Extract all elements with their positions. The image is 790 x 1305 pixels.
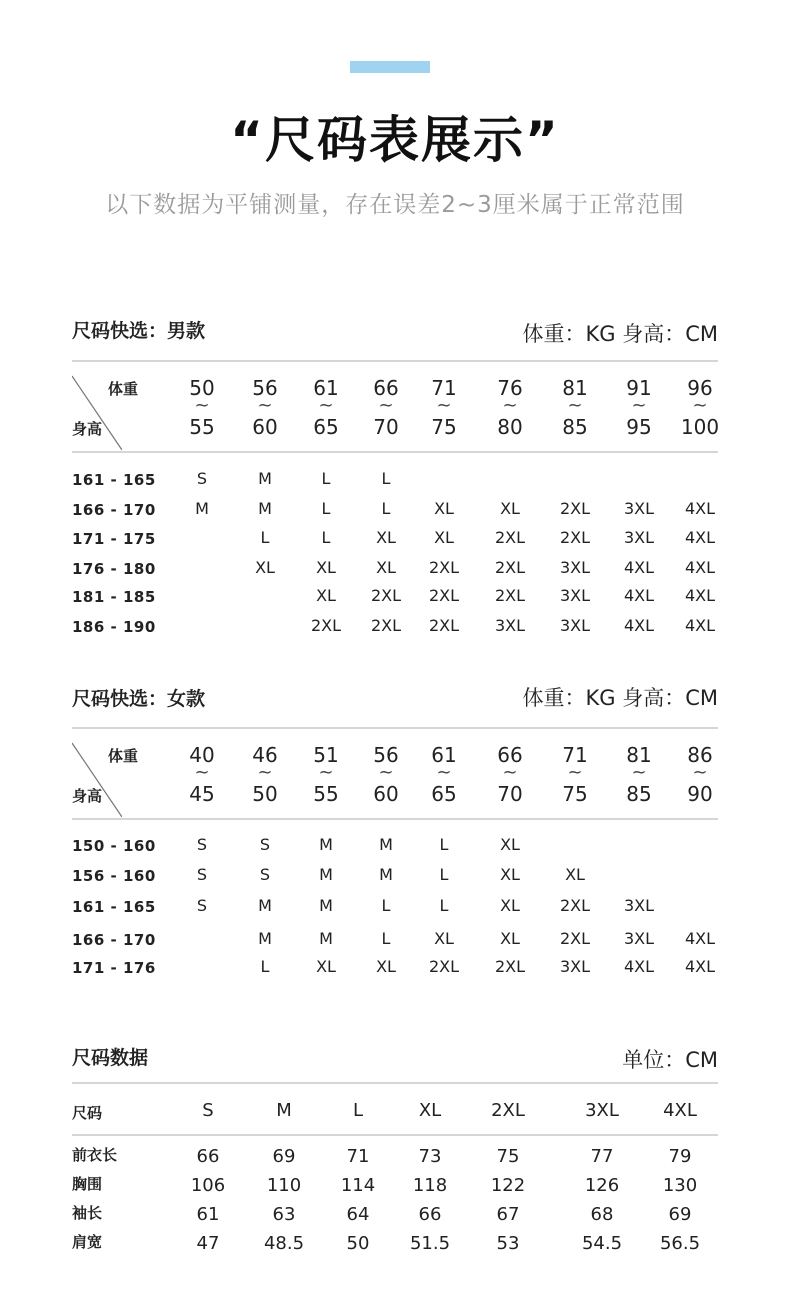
size-cell: 3XL: [559, 558, 591, 577]
weight-max: 60: [373, 782, 399, 806]
size-cell: 2XL: [494, 957, 526, 976]
size-cell: XL: [376, 528, 396, 547]
size-cell: L: [439, 865, 449, 884]
size-cell: 3XL: [623, 929, 655, 948]
divider: [72, 451, 718, 453]
size-cell: 2XL: [428, 616, 460, 635]
size-cell: 4XL: [684, 558, 716, 577]
range-tilde: ~: [194, 762, 210, 783]
size-cell: XL: [500, 929, 520, 948]
size-cell: 3XL: [559, 957, 591, 976]
size-cell: 2XL: [559, 499, 591, 518]
size-header: XL: [418, 1100, 442, 1121]
size-cell: 2XL: [428, 558, 460, 577]
size-cell: S: [196, 469, 208, 488]
size-cell: M: [319, 835, 333, 854]
height-range-label: 166 - 170: [72, 931, 156, 949]
size-cell: M: [258, 929, 272, 948]
size-cell: M: [319, 929, 333, 948]
range-tilde: ~: [502, 395, 518, 416]
size-cell: XL: [316, 586, 336, 605]
size-cell: XL: [316, 558, 336, 577]
measurement-cell: 66: [196, 1146, 220, 1167]
measurement-cell: 75: [496, 1146, 520, 1167]
weight-min: 81: [626, 743, 652, 767]
size-cell: M: [258, 469, 272, 488]
size-cell: 2XL: [559, 528, 591, 547]
size-cell: 3XL: [559, 616, 591, 635]
height-range-label: 176 - 180: [72, 560, 156, 578]
size-cell: 4XL: [684, 528, 716, 547]
women-units-label: 体重：KG 身高：CM: [522, 686, 718, 710]
measurement-cell: 53: [496, 1233, 520, 1254]
accent-bar: [350, 61, 430, 73]
weight-min: 96: [687, 376, 713, 400]
men-weight-header: 体重: [108, 380, 139, 398]
weight-min: 56: [373, 743, 399, 767]
weight-max: 80: [497, 415, 523, 439]
measurement-cell: 56.5: [659, 1233, 701, 1254]
size-cell: M: [319, 896, 333, 915]
measurements-section-title: 尺码数据: [72, 1047, 149, 1069]
weight-range-header: [480, 378, 540, 437]
range-tilde: ~: [436, 762, 452, 783]
range-tilde: ~: [318, 762, 334, 783]
size-header: 4XL: [663, 1100, 697, 1121]
measurement-cell: 67: [496, 1204, 520, 1225]
measurement-cell: 110: [266, 1175, 302, 1196]
men-section-title: 尺码快选：男款: [72, 320, 206, 342]
measurement-cell: 79: [668, 1146, 692, 1167]
measurement-cell: 64: [346, 1204, 370, 1225]
measurement-cell: 73: [418, 1146, 442, 1167]
size-cell: L: [439, 835, 449, 854]
size-cell: 2XL: [559, 896, 591, 915]
weight-min: 71: [562, 743, 588, 767]
size-cell: XL: [565, 865, 585, 884]
weight-min: 56: [252, 376, 278, 400]
men-units-label: 体重：KG 身高：CM: [522, 322, 718, 346]
size-header: 3XL: [585, 1100, 619, 1121]
size-cell: XL: [500, 499, 520, 518]
height-range-label: 171 - 176: [72, 959, 156, 977]
weight-min: 81: [562, 376, 588, 400]
weight-min: 51: [313, 743, 339, 767]
height-range-label: 161 - 165: [72, 898, 156, 916]
range-tilde: ~: [631, 395, 647, 416]
size-column-header: 尺码: [72, 1104, 103, 1122]
size-cell: L: [321, 499, 331, 518]
size-cell: 2XL: [428, 957, 460, 976]
size-cell: XL: [255, 558, 275, 577]
measurement-cell: 61: [196, 1204, 220, 1225]
weight-max: 75: [431, 415, 457, 439]
size-cell: L: [381, 896, 391, 915]
weight-range-header: [172, 378, 232, 437]
size-cell: 4XL: [684, 957, 716, 976]
size-cell: M: [195, 499, 209, 518]
size-cell: 2XL: [370, 586, 402, 605]
measurement-cell: 71: [346, 1146, 370, 1167]
weight-max: 70: [497, 782, 523, 806]
weight-range-header: [609, 378, 669, 437]
size-cell: 2XL: [494, 586, 526, 605]
size-cell: 4XL: [684, 616, 716, 635]
size-cell: 3XL: [559, 586, 591, 605]
weight-range-header: [235, 745, 295, 804]
size-cell: 2XL: [428, 586, 460, 605]
size-cell: L: [381, 499, 391, 518]
height-range-label: 166 - 170: [72, 501, 156, 519]
weight-range-header: [480, 745, 540, 804]
weight-max: 55: [189, 415, 215, 439]
height-range-label: 186 - 190: [72, 618, 156, 636]
women-height-header: 身高: [72, 787, 103, 805]
size-header: L: [352, 1100, 364, 1121]
measurements-units-label: 单位：CM: [622, 1048, 718, 1072]
measurement-cell: 51.5: [409, 1233, 451, 1254]
range-tilde: ~: [257, 395, 273, 416]
size-cell: 3XL: [623, 499, 655, 518]
weight-range-header: [545, 745, 605, 804]
size-cell: 2XL: [370, 616, 402, 635]
height-range-label: 171 - 175: [72, 530, 156, 548]
size-cell: S: [259, 865, 271, 884]
weight-range-header: [235, 378, 295, 437]
weight-range-header: [296, 745, 356, 804]
size-header: 2XL: [491, 1100, 525, 1121]
women-weight-header: 体重: [108, 747, 139, 765]
weight-range-header: [609, 745, 669, 804]
size-cell: 4XL: [623, 558, 655, 577]
weight-max: 100: [680, 415, 720, 439]
size-cell: 2XL: [310, 616, 342, 635]
size-cell: L: [321, 528, 331, 547]
weight-max: 55: [313, 782, 339, 806]
weight-min: 91: [626, 376, 652, 400]
size-header: M: [276, 1100, 292, 1121]
measurement-cell: 63: [272, 1204, 296, 1225]
size-cell: M: [319, 865, 333, 884]
range-tilde: ~: [502, 762, 518, 783]
size-cell: XL: [500, 896, 520, 915]
measurement-cell: 50: [346, 1233, 370, 1254]
size-cell: L: [439, 896, 449, 915]
size-cell: M: [258, 896, 272, 915]
weight-max: 85: [626, 782, 652, 806]
size-cell: M: [258, 499, 272, 518]
size-cell: 3XL: [494, 616, 526, 635]
weight-max: 45: [189, 782, 215, 806]
range-tilde: ~: [631, 762, 647, 783]
measurement-cell: 126: [584, 1175, 620, 1196]
measurement-cell: 66: [418, 1204, 442, 1225]
measurement-cell: 77: [590, 1146, 614, 1167]
range-tilde: ~: [567, 762, 583, 783]
range-tilde: ~: [378, 395, 394, 416]
weight-max: 50: [252, 782, 278, 806]
weight-min: 50: [189, 376, 215, 400]
size-cell: 4XL: [684, 586, 716, 605]
range-tilde: ~: [378, 762, 394, 783]
weight-min: 46: [252, 743, 278, 767]
measurement-row-label: 前衣长: [72, 1146, 118, 1164]
measurement-cell: 68: [590, 1204, 614, 1225]
measurement-row-label: 胸围: [72, 1175, 103, 1193]
size-cell: XL: [500, 835, 520, 854]
divider: [72, 1082, 718, 1084]
size-cell: S: [196, 896, 208, 915]
weight-min: 40: [189, 743, 215, 767]
size-cell: 2XL: [494, 558, 526, 577]
range-tilde: ~: [692, 395, 708, 416]
measurement-cell: 118: [412, 1175, 448, 1196]
range-tilde: ~: [567, 395, 583, 416]
weight-min: 61: [313, 376, 339, 400]
weight-max: 75: [562, 782, 588, 806]
size-header: S: [202, 1100, 214, 1121]
weight-min: 86: [687, 743, 713, 767]
range-tilde: ~: [318, 395, 334, 416]
height-range-label: 156 - 160: [72, 867, 156, 885]
measurement-cell: 54.5: [581, 1233, 623, 1254]
measurement-row-label: 肩宽: [72, 1233, 103, 1251]
measurement-row-label: 袖长: [72, 1204, 103, 1222]
page-title: “尺码表展示”: [230, 111, 560, 169]
measurement-cell: 69: [668, 1204, 692, 1225]
size-cell: L: [321, 469, 331, 488]
weight-range-header: [356, 745, 416, 804]
size-cell: XL: [434, 528, 454, 547]
range-tilde: ~: [257, 762, 273, 783]
size-cell: 4XL: [684, 929, 716, 948]
measurement-cell: 48.5: [263, 1233, 305, 1254]
height-range-label: 150 - 160: [72, 837, 156, 855]
measurement-cell: 106: [190, 1175, 226, 1196]
measurement-cell: 69: [272, 1146, 296, 1167]
measurement-cell: 130: [662, 1175, 698, 1196]
weight-range-header: [356, 378, 416, 437]
height-range-label: 161 - 165: [72, 471, 156, 489]
size-cell: S: [196, 865, 208, 884]
weight-max: 85: [562, 415, 588, 439]
size-cell: M: [379, 835, 393, 854]
weight-min: 76: [497, 376, 523, 400]
weight-max: 95: [626, 415, 652, 439]
size-cell: L: [381, 469, 391, 488]
weight-min: 71: [431, 376, 457, 400]
weight-range-header: [296, 378, 356, 437]
size-cell: 3XL: [623, 896, 655, 915]
size-cell: XL: [376, 957, 396, 976]
range-tilde: ~: [194, 395, 210, 416]
weight-range-header: [172, 745, 232, 804]
weight-max: 60: [252, 415, 278, 439]
measurement-cell: 47: [196, 1233, 220, 1254]
height-range-label: 181 - 185: [72, 588, 156, 606]
size-cell: XL: [434, 499, 454, 518]
size-cell: S: [196, 835, 208, 854]
weight-min: 66: [497, 743, 523, 767]
divider: [72, 727, 718, 729]
size-cell: S: [259, 835, 271, 854]
size-cell: 4XL: [623, 616, 655, 635]
size-cell: 4XL: [623, 586, 655, 605]
men-height-header: 身高: [72, 420, 103, 438]
size-cell: 2XL: [494, 528, 526, 547]
weight-range-header: [414, 745, 474, 804]
measurement-cell: 122: [490, 1175, 526, 1196]
size-cell: L: [260, 528, 270, 547]
size-cell: 2XL: [559, 929, 591, 948]
size-cell: 4XL: [623, 957, 655, 976]
divider: [72, 818, 718, 820]
weight-range-header: [414, 378, 474, 437]
size-cell: XL: [316, 957, 336, 976]
weight-max: 65: [313, 415, 339, 439]
size-cell: 3XL: [623, 528, 655, 547]
size-cell: 4XL: [684, 499, 716, 518]
weight-range-header: [670, 745, 730, 804]
range-tilde: ~: [436, 395, 452, 416]
weight-min: 66: [373, 376, 399, 400]
weight-max: 65: [431, 782, 457, 806]
page-subtitle: 以下数据为平铺测量，存在误差2~3厘米属于正常范围: [105, 192, 685, 218]
size-cell: XL: [434, 929, 454, 948]
weight-min: 61: [431, 743, 457, 767]
women-section-title: 尺码快选：女款: [72, 688, 206, 710]
size-cell: M: [379, 865, 393, 884]
size-cell: XL: [500, 865, 520, 884]
size-cell: L: [381, 929, 391, 948]
weight-max: 70: [373, 415, 399, 439]
divider: [72, 1134, 718, 1136]
size-cell: L: [260, 957, 270, 976]
range-tilde: ~: [692, 762, 708, 783]
measurement-cell: 114: [340, 1175, 376, 1196]
weight-range-header: [670, 378, 730, 437]
divider: [72, 360, 718, 362]
size-cell: XL: [376, 558, 396, 577]
weight-range-header: [545, 378, 605, 437]
weight-max: 90: [687, 782, 713, 806]
